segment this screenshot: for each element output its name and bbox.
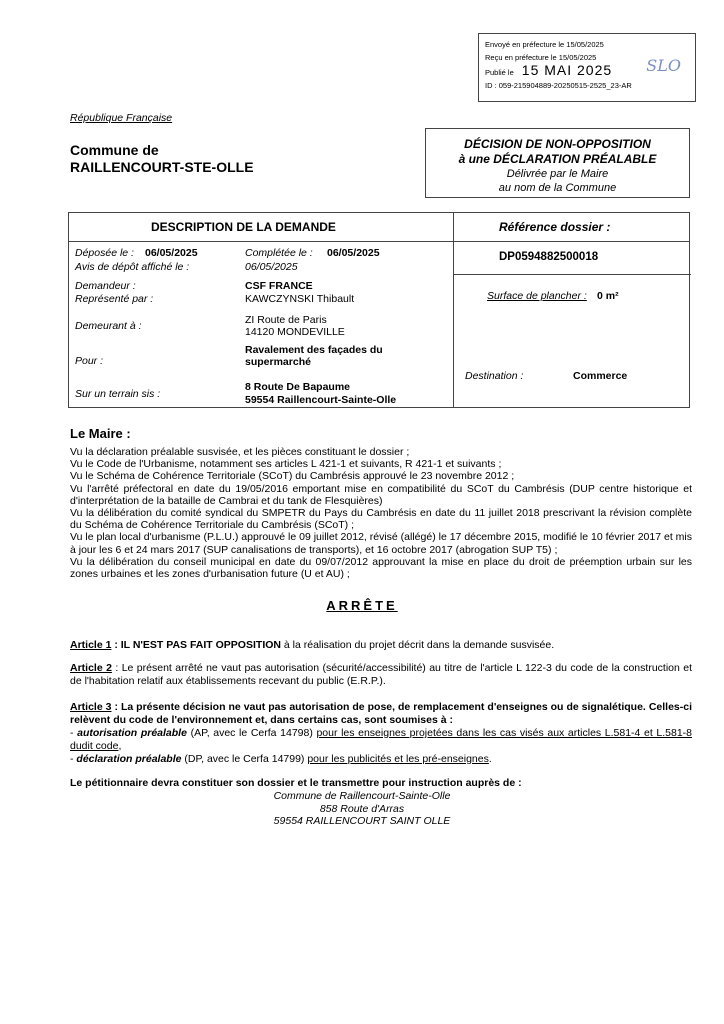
ap-paren: (AP, avec le Cerfa 14798) xyxy=(186,727,317,739)
demeurant-label: Demeurant à : xyxy=(75,320,142,332)
avis-value: 06/05/2025 xyxy=(245,261,298,273)
address-line-2: 858 Route d'Arras xyxy=(319,802,405,815)
vu-item: Vu la délibération du conseil municipal en date du 09/07/2012 approuvant la mise en place du droit de préemption urbain sur les zones urbaines et les zones d'urbanisation future (U et AU) ; xyxy=(70,555,692,581)
pour-label: Pour : xyxy=(75,355,104,367)
article-3-dp xyxy=(70,753,692,766)
vu-item: Vu le plan local d'urbanisme (P.L.U.) approuvé le 09 juillet 2012, révisé (allégé) le 17 décembre 2015, modifié le 10 février 2017 et mis à jour les 6 et 24 mars 2017 (SUP canalisations de transports), et 16 octobre 2017 (abrogation SUP T5) ; xyxy=(70,531,692,556)
completee-label: Complétée le : xyxy=(245,247,313,259)
article-3-intro xyxy=(70,701,692,727)
vu-item: Vu l'arrêté préfectoral en date du 19/05/2016 emportant mise en compatibilité du SCoT du Cambrésis (DUP centre historique et d'interprétation de la bataille de Cambrai et du tank de Flesquières) xyxy=(70,482,692,507)
reference-number: DP0594882500018 xyxy=(499,251,599,263)
dp-term: déclaration préalable xyxy=(76,753,182,765)
surface-label: Surface de plancher : xyxy=(487,290,587,302)
terrain-line-1: 8 Route De Bapaume xyxy=(245,381,351,393)
article-3-label: Article 3 xyxy=(70,701,112,713)
represente-label: Représenté par : xyxy=(75,293,154,305)
article-3-bold: : La présente décision ne vaut pas autorisation de pose, de remplacement d'enseignes ou de signalétique. Celles-ci relèvent du code de l'environnement et, dans certains cas, sont soumises à : xyxy=(70,701,693,726)
decision-sub-2: au nom de la Commune xyxy=(498,182,617,194)
pour-line-1: Ravalement des façades du xyxy=(245,344,383,356)
surface-value: 0 m² xyxy=(597,290,619,302)
demandeur-value: CSF FRANCE xyxy=(245,280,313,292)
dp-prefix: - xyxy=(70,753,77,765)
deposee-label: Déposée le : xyxy=(75,247,134,259)
article-2-label: Article 2 xyxy=(70,662,112,674)
article-1-text: à la réalisation du projet décrit dans la demande susvisée. xyxy=(280,639,555,651)
handwritten-signature: SLO xyxy=(646,56,681,75)
demandeur-label: Demandeur : xyxy=(75,280,136,292)
article-3 xyxy=(70,701,692,766)
stamp-id: ID : 059-215904889-20250515-2525_23-AR xyxy=(485,81,632,90)
pour-line-2: supermarché xyxy=(245,356,311,368)
demeurant-line-1: ZI Route de Paris xyxy=(245,314,327,326)
address-line-1: Commune de Raillencourt-Sainte-Olle xyxy=(273,790,451,802)
commune-heading xyxy=(70,142,254,176)
deposee-value: 06/05/2025 xyxy=(145,247,198,259)
vu-item: Vu le Code de l'Urbanisme, notamment ses articles L 421-1 et suivants, R 421-1 et suivants ; xyxy=(70,458,502,471)
article-1 xyxy=(70,639,692,652)
terrain-line-2: 59554 Raillencourt-Sainte-Olle xyxy=(245,394,397,406)
ap-term: autorisation préalable xyxy=(77,727,187,739)
vu-item: Vu la déclaration préalable susvisée, et les pièces constituant le dossier ; xyxy=(70,446,410,458)
republique-label: République Française xyxy=(70,112,173,124)
stamp-received: Reçu en préfecture le 15/05/2025 xyxy=(485,53,597,62)
dp-paren: (DP, avec le Cerfa 14799) xyxy=(181,753,308,765)
destination-value: Commerce xyxy=(573,370,628,382)
article-2-text: : Le présent arrêté ne vaut pas autorisation (sécurité/accessibilité) au titre de l'article L 122-3 du code de la construction et de l'habitation relatif aux établissements recevant du public (E.R.P.). xyxy=(70,662,693,687)
avis-label: Avis de dépôt affiché le : xyxy=(75,261,190,273)
description-table xyxy=(68,212,690,408)
article-1-bold: : IL N'EST PAS FAIT OPPOSITION xyxy=(111,639,281,651)
dp-end: . xyxy=(488,753,492,765)
vu-list xyxy=(70,446,692,580)
description-heading: DESCRIPTION DE LA DEMANDE xyxy=(151,220,336,234)
ap-link: pour les enseignes projetées dans les cas visés aux articles L.581-4 et L.581-8 dudit code xyxy=(70,727,692,752)
address-line-3: 59554 RAILLENCOURT SAINT OLLE xyxy=(273,815,451,827)
decision-sub-1: Délivrée par le Maire xyxy=(506,168,609,180)
reference-box xyxy=(453,241,691,275)
article-3-ap xyxy=(70,727,692,753)
decision-box xyxy=(425,128,690,198)
address-block xyxy=(0,790,724,828)
represente-value: KAWCZYNSKI Thibault xyxy=(245,293,355,305)
prefecture-stamp xyxy=(478,33,696,102)
demeurant-line-2: 14120 MONDEVILLE xyxy=(245,326,345,338)
completee-value: 06/05/2025 xyxy=(327,247,380,259)
terrain-label: Sur un terrain sis : xyxy=(75,388,161,400)
stamp-sent: Envoyé en préfecture le 15/05/2025 xyxy=(485,40,604,49)
decision-title-1: DÉCISION DE NON-OPPOSITION xyxy=(464,137,651,151)
commune-name: RAILLENCOURT-STE-OLLE xyxy=(70,159,254,175)
article-1-label: Article 1 xyxy=(70,639,112,651)
ap-prefix: - xyxy=(70,727,78,739)
dp-link: pour les publicités et les pré-enseignes xyxy=(307,753,489,765)
stamp-published-label: Publié le xyxy=(485,68,514,77)
article-2 xyxy=(70,662,692,688)
stamp-published-date: 15 MAI 2025 xyxy=(521,62,613,78)
destination-label: Destination : xyxy=(465,370,524,382)
reference-heading: Référence dossier : xyxy=(499,220,611,234)
ap-end: , xyxy=(118,740,122,752)
decision-title-2: à une DÉCLARATION PRÉALABLE xyxy=(458,152,657,166)
commune-label: Commune de xyxy=(70,142,159,158)
vu-item: Vu la délibération du comité syndical du SMPETR du Pays du Cambrésis en date du 11 juillet 2018 prescrivant la révision complète du Schéma de Cohérence Territoriale du Cambrésis (SCoT) ; xyxy=(70,507,692,532)
arrete-heading: ARRÊTE xyxy=(326,598,398,613)
petitionnaire-text: Le pétitionnaire devra constituer son dossier et le transmettre pour instruction auprès de : xyxy=(70,777,522,789)
vu-item: Vu le Schéma de Cohérence Territoriale (SCoT) du Cambrésis approuvé le 23 novembre 2012 ; xyxy=(70,470,515,483)
maire-heading: Le Maire : xyxy=(70,426,131,441)
